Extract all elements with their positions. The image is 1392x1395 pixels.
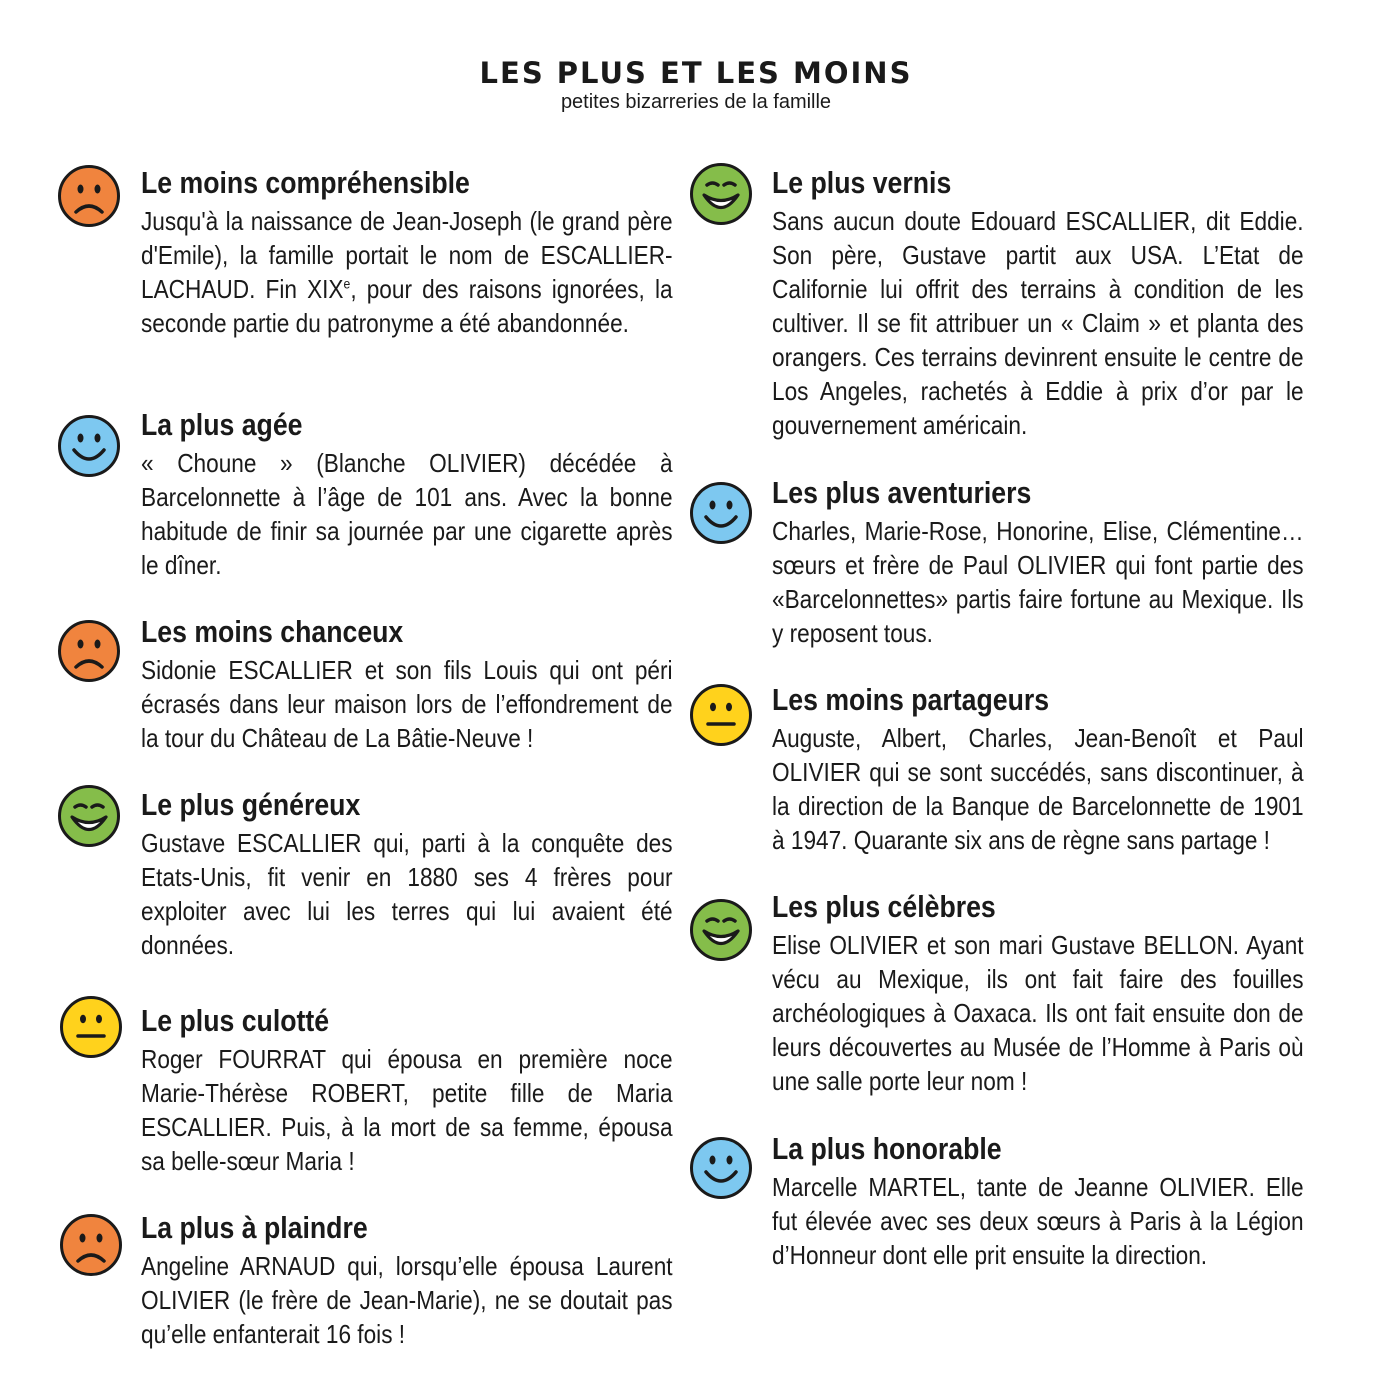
sad-face-icon — [59, 1213, 123, 1277]
page-header — [0, 56, 1392, 114]
entry-body: Gustave ESCALLIER qui, parti à la conquête des Etats-Unis, fit venir en 1880 ses 4 frères pour exploiter avec lui les terres qui lui avaient été données. — [141, 828, 673, 960]
entry-body: Sidonie ESCALLIER et son fils Louis qui ont péri écrasés dans leur maison lors de l’effondrement de la tour du Château de La Bâtie-Neuve ! — [141, 655, 673, 753]
neutral-face-icon — [59, 995, 123, 1059]
entry-title: La plus à plaindre — [141, 1210, 368, 1245]
entry-body: Jusqu'à la naissance de Jean-Joseph (le grand père d'Emile), la famille portait le nom de ESCALLIER-LACHAUD. Fin XIXe, pour des raisons ignorées, la seconde partie du patronyme a été abandonnée. — [141, 206, 673, 338]
entry-title: La plus honorable — [772, 1131, 1002, 1166]
entry-body: Roger FOURRAT qui épousa en première noce Marie-Thérèse ROBERT, petite fille de Maria ESCALLIER. Puis, à la mort de sa femme, épousa sa belle-sœur Maria ! — [141, 1044, 673, 1176]
entry-title: Le plus vernis — [772, 165, 952, 200]
entry-title: Les plus aventuriers — [772, 475, 1032, 510]
grin-face-icon — [689, 162, 753, 226]
entry-body: Angeline ARNAUD qui, lorsqu’elle épousa Laurent OLIVIER (le frère de Jean-Marie), ne se doutait pas qu’elle enfanterait 16 fois ! — [141, 1251, 673, 1349]
grin-face-icon — [57, 784, 121, 848]
entry-body: « Choune » (Blanche OLIVIER) décédée à Barcelonnette à l’âge de 101 ans. Avec la bonne habitude de finir sa journée par une cigarette après le dîner. — [141, 448, 673, 580]
neutral-face-icon — [689, 683, 753, 747]
entry-body: Charles, Marie-Rose, Honorine, Elise, Clémentine… sœurs et frère de Paul OLIVIER qui font partie des «Barcelonnettes» partis faire fortune au Mexique. Ils y reposent tous. — [772, 516, 1304, 648]
page-subtitle: petites bizarreries de la famille — [560, 91, 832, 113]
entry-body: Elise OLIVIER et son mari Gustave BELLON. Ayant vécu au Mexique, ils ont fait faire des fouilles archéologiques à Oaxaca. Ils ont fait ensuite don de leurs découvertes au Musée de l’Homme à Paris où une salle porte leur nom ! — [772, 930, 1304, 1096]
page-title: LES PLUS ET LES MOINS — [479, 56, 913, 90]
entry-title: Le plus généreux — [141, 787, 361, 822]
entry-title: Les plus célèbres — [772, 889, 996, 924]
grin-face-icon — [689, 898, 753, 962]
entry-title: Le moins compréhensible — [141, 165, 470, 200]
entry-body: Auguste, Albert, Charles, Jean-Benoît et Paul OLIVIER qui se sont succédés, sans discontinuer, à la direction de la Banque de Barcelonnette de 1901 à 1947. Quarante six ans de règne sans partage ! — [772, 723, 1304, 855]
entry-body: Sans aucun doute Edouard ESCALLIER, dit Eddie. Son père, Gustave partit aux USA. L’Etat de Californie lui offrit des terrains à condition de les cultiver. Il se fit attribuer un « Claim » et planta des orangers. Ces terrains devinrent ensuite le centre de Los Angeles, rachetés à Eddie à prix d’or par le gouvernement américain. — [772, 206, 1304, 440]
entry-title: La plus agée — [141, 407, 303, 442]
sad-face-icon — [57, 164, 121, 228]
entry-body: Marcelle MARTEL, tante de Jeanne OLIVIER. Elle fut élevée avec ses deux sœurs à Paris à la Légion d’Honneur dont elle prit ensuite la direction. — [772, 1172, 1304, 1270]
smile-face-icon — [57, 414, 121, 478]
entry-title: Le plus culotté — [141, 1003, 330, 1038]
smile-face-icon — [689, 1136, 753, 1200]
sad-face-icon — [57, 619, 121, 683]
smile-face-icon — [689, 481, 753, 545]
entry-title: Les moins chanceux — [141, 614, 404, 649]
entry-title: Les moins partageurs — [772, 682, 1050, 717]
